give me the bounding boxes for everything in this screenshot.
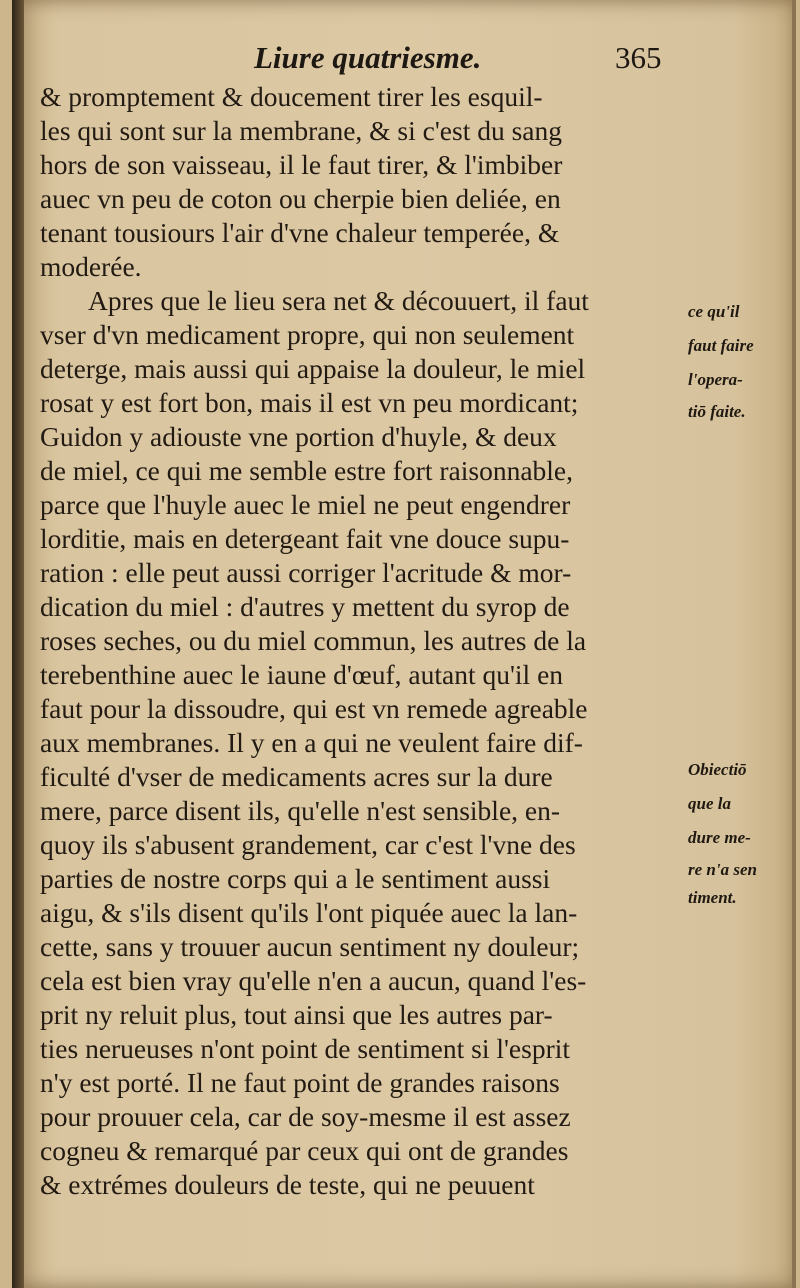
text-line: ficulté d'vser de medicaments acres sur la dure <box>40 761 553 792</box>
text-line: ration : elle peut aussi corriger l'acritude & mor- <box>40 557 572 588</box>
text-line: deterge, mais aussi qui appaise la douleur, le miel <box>40 353 586 384</box>
text-line: de miel, ce qui me semble estre fort raisonnable, <box>40 455 574 486</box>
text-line: aux membranes. Il y en a qui ne veulent faire dif- <box>40 727 583 758</box>
text-line: faut pour la dissoudre, qui est vn remede agreable <box>40 693 588 724</box>
text-line: quoy ils s'abusent grandement, car c'est l'vne des <box>40 829 576 860</box>
text-line: pour prouuer cela, car de soy-mesme il est assez <box>40 1101 571 1132</box>
text-line: aigu, & s'ils disent qu'ils l'ont piquée auec la lan- <box>40 897 578 928</box>
text-line: n'y est porté. Il ne faut point de grandes raisons <box>40 1067 560 1098</box>
margin-note-line: re n'a sen <box>688 860 757 879</box>
page-number: 365 <box>615 40 662 75</box>
text-line: & promptement & doucement tirer les esquil- <box>40 81 543 112</box>
margin-note-line: l'opera- <box>688 370 743 389</box>
margin-note-line: tiō faite. <box>688 402 746 421</box>
text-line: les qui sont sur la membrane, & si c'est du sang <box>40 115 563 146</box>
text-line: dication du miel : d'autres y mettent du syrop de <box>40 591 570 622</box>
text-line: cette, sans y trouuer aucun sentiment ny douleur; <box>40 931 580 962</box>
text-line: auec vn peu de coton ou cherpie bien deliée, en <box>40 183 561 214</box>
page-gutter <box>12 0 24 1288</box>
text-line: cogneu & remarqué par ceux qui ont de grandes <box>40 1135 569 1166</box>
text-line: Guidon y adiouste vne portion d'huyle, & deux <box>40 421 557 452</box>
margin-note-line: que la <box>688 794 731 813</box>
text-line: hors de son vaisseau, il le faut tirer, & l'imbiber <box>40 149 563 180</box>
margin-note-line: Obiectiō <box>688 760 747 779</box>
text-line: prit ny reluit plus, tout ainsi que les autres par- <box>40 999 553 1030</box>
text-line: vser d'vn medicament propre, qui non seulement <box>40 319 575 350</box>
margin-note-line: dure me- <box>688 828 751 847</box>
text-line: tenant tousiours l'air d'vne chaleur temperée, & <box>40 217 560 248</box>
text-line: ties nerueuses n'ont point de sentiment si l'esprit <box>40 1033 571 1064</box>
text-line: moderée. <box>40 251 142 282</box>
text-line: parce que l'huyle auec le miel ne peut engendrer <box>40 489 571 520</box>
text-line: parties de nostre corps qui a le sentiment aussi <box>40 863 551 894</box>
margin-note-line: timent. <box>688 888 737 907</box>
text-line: rosat y est fort bon, mais il est vn peu mordicant; <box>40 387 579 418</box>
margin-note-line: ce qu'il <box>688 302 740 321</box>
running-title: Liure quatriesme. <box>254 40 482 75</box>
text-line: lorditie, mais en detergeant fait vne douce supu- <box>40 523 570 554</box>
margin-note-line: faut faire <box>688 336 754 355</box>
text-line: terebenthine auec le iaune d'œuf, autant qu'il en <box>40 659 564 690</box>
text-line: mere, parce disent ils, qu'elle n'est sensible, en- <box>40 795 561 826</box>
text-line: Apres que le lieu sera net & découuert, il faut <box>88 285 589 316</box>
body-text <box>40 80 700 1202</box>
text-line: roses seches, ou du miel commun, les autres de la <box>40 625 587 656</box>
text-line: cela est bien vray qu'elle n'en a aucun, quand l'es- <box>40 965 587 996</box>
book-page <box>12 0 796 1288</box>
text-line: & extrémes douleurs de teste, qui ne peuuent <box>40 1169 535 1200</box>
page-edge <box>792 0 796 1288</box>
